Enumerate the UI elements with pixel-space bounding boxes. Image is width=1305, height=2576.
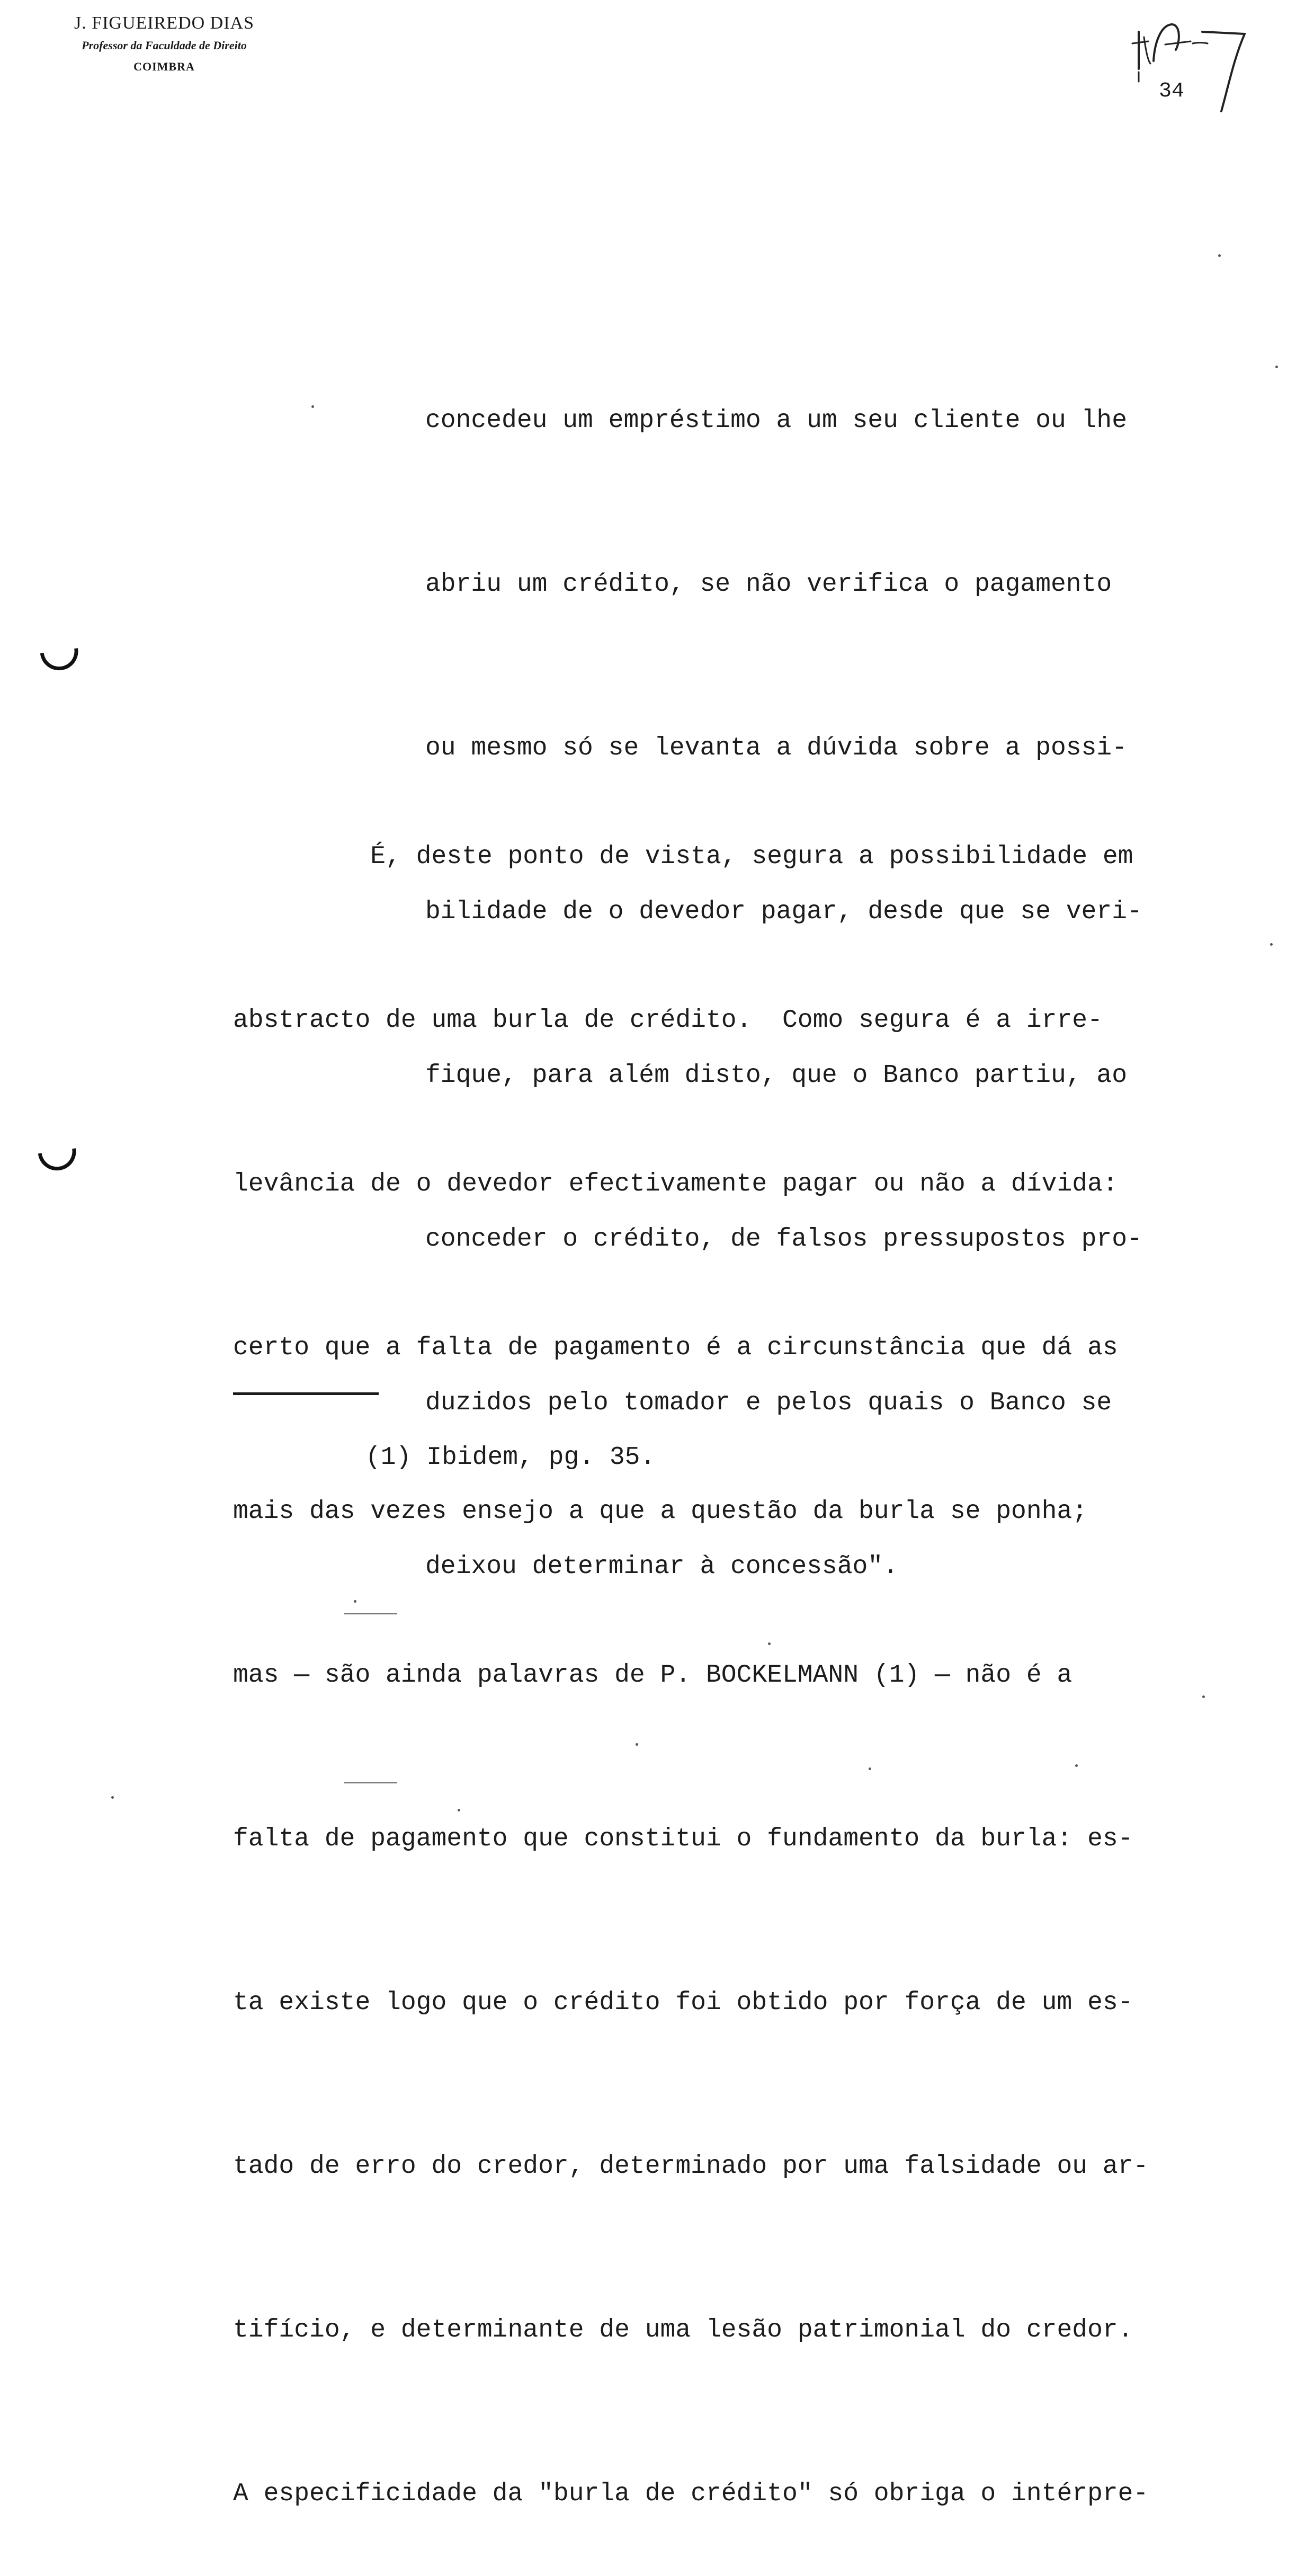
scan-speck — [1202, 1695, 1205, 1698]
quote-line: duzidos pelo tomador e pelos quais o Banco se — [425, 1389, 1112, 1417]
paragraph-line: abstracto de uma burla de crédito. Como segura é a irre- — [233, 1006, 1103, 1035]
scan-speck — [311, 405, 314, 408]
scan-speck — [768, 1642, 771, 1645]
scan-speck — [1218, 254, 1221, 257]
scan-dash — [344, 1782, 397, 1783]
paragraph-line: ta existe logo que o crédito foi obtido por força de um es- — [233, 1988, 1133, 2017]
binder-hole-mark — [38, 1148, 78, 1173]
body-paragraph — [233, 721, 1148, 2576]
paragraph-line: tado de erro do credor, determinado por uma falsidade ou ar- — [233, 2152, 1149, 2181]
footnote: (1) Ibidem, pg. 35. — [365, 1443, 656, 1472]
scan-dash — [344, 1613, 397, 1614]
page-number: 34 — [1159, 79, 1185, 103]
scan-speck — [1275, 366, 1278, 368]
quote-line: fique, para além disto, que o Banco partiu, ao — [425, 1061, 1128, 1090]
paragraph-line: mas — são ainda palavras de P. BOCKELMANN (1) — não é a — [233, 1661, 1072, 1690]
letterhead — [32, 12, 297, 77]
footnote-divider — [233, 1392, 379, 1395]
scan-speck — [636, 1743, 638, 1746]
scan-speck — [111, 1796, 114, 1799]
letterhead-city: COIMBRA — [133, 60, 195, 73]
letterhead-name: J. FIGUEIREDO DIAS — [74, 13, 255, 33]
quote-line: conceder o crédito, de falsos pressupostos pro- — [425, 1225, 1142, 1254]
paragraph-line: É, deste ponto de vista, segura a possibilidade em — [233, 842, 1133, 871]
scan-speck — [869, 1767, 871, 1770]
scan-speck — [354, 1600, 356, 1603]
quote-line: concedeu um empréstimo a um seu cliente ou lhe — [425, 406, 1128, 435]
letterhead-title: Professor da Faculdade de Direito — [82, 39, 247, 52]
binder-hole-mark — [40, 648, 81, 673]
paragraph-line: mais das vezes ensejo a que a questão da burla se ponha; — [233, 1497, 1088, 1526]
scan-speck — [1270, 943, 1273, 946]
paragraph-line: falta de pagamento que constitui o fundamento da burla: es- — [233, 1825, 1133, 1853]
paragraph-line: tifício, e determinante de uma lesão patrimonial do credor. — [233, 2316, 1133, 2344]
scan-speck — [458, 1809, 460, 1811]
paragraph-line: A especificidade da "burla de crédito" só obriga o intérpre- — [233, 2480, 1149, 2508]
quote-line: bilidade de o devedor pagar, desde que se veri- — [425, 898, 1142, 926]
scan-speck — [1075, 1764, 1078, 1767]
paragraph-line: levância de o devedor efectivamente pagar ou não a dívida: — [233, 1170, 1118, 1198]
paragraph-line: certo que a falta de pagamento é a circunstância que dá as — [233, 1334, 1118, 1362]
handwritten-initials — [1123, 11, 1261, 117]
quote-line: deixou determinar à concessão". — [425, 1552, 898, 1581]
quote-line: abriu um crédito, se não verifica o pagamento — [425, 570, 1112, 599]
quote-line: ou mesmo só se levanta a dúvida sobre a possi- — [425, 734, 1128, 762]
